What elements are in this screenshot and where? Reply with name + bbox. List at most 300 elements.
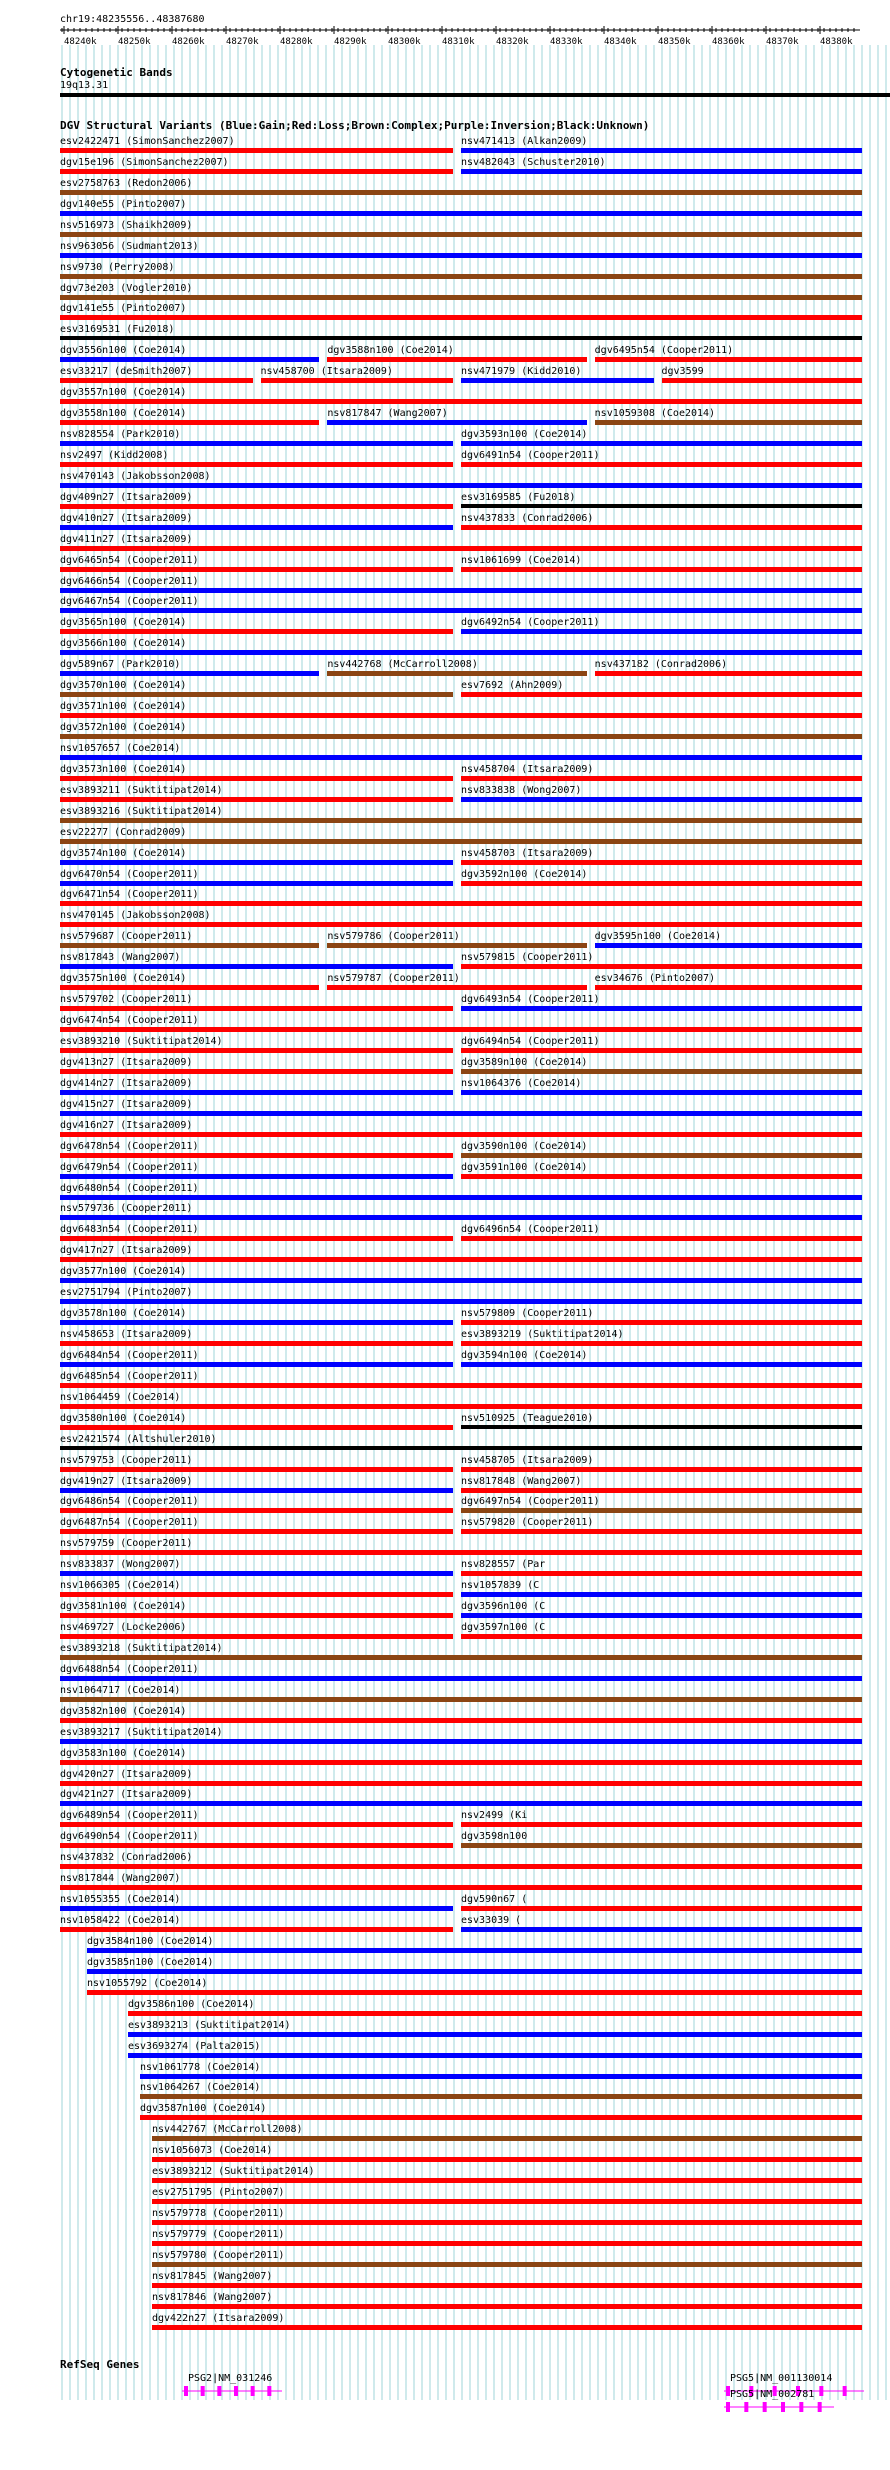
variant-bar[interactable]	[60, 1278, 862, 1283]
ruler-track	[0, 24, 890, 48]
variant-label: esv3693274 (Palta2015)	[128, 2040, 261, 2052]
variant-bar[interactable]	[60, 1613, 453, 1618]
variant-label: nsv833838 (Wong2007)	[461, 784, 582, 796]
ruler-tick-label: 48270k	[226, 37, 259, 47]
variant-label: nsv437182 (Conrad2006)	[594, 659, 728, 671]
variant-bar[interactable]	[60, 1320, 453, 1325]
ruler-tick-label: 48240k	[64, 37, 97, 47]
ruler-tick-label: 48260k	[172, 37, 205, 47]
variant-label: dgv6480n54 (Cooper2011)	[60, 1182, 199, 1194]
variant-bar[interactable]	[87, 1990, 862, 1995]
variant-bar[interactable]	[327, 943, 586, 948]
variant-bar[interactable]	[261, 378, 454, 383]
variant-bar[interactable]	[60, 420, 319, 425]
variant-bar[interactable]	[60, 1739, 862, 1744]
variant-label: dgv3575n100 (Coe2014)	[60, 973, 187, 985]
variant-bar[interactable]	[60, 399, 862, 404]
variant-bar[interactable]	[461, 776, 862, 781]
variant-bar[interactable]	[461, 1822, 862, 1827]
variant-label: esv3893211 (Suktitipat2014)	[60, 784, 223, 796]
variant-bar[interactable]	[60, 734, 862, 739]
variant-bar[interactable]	[60, 1655, 862, 1660]
variant-bar[interactable]	[461, 378, 654, 383]
ruler-tick-label: 48320k	[496, 37, 529, 47]
variant-label: dgv3584n100 (Coe2014)	[87, 1935, 214, 1947]
gene-exon	[763, 2402, 767, 2412]
variant-label: nsv579779 (Cooper2011)	[152, 2229, 285, 2240]
variant-bar[interactable]	[87, 1969, 862, 1974]
variant-bar[interactable]	[461, 1843, 862, 1848]
variant-bar[interactable]	[60, 797, 453, 802]
variant-bar[interactable]	[595, 943, 862, 948]
variant-label: dgv73e203 (Vogler2010)	[60, 282, 193, 294]
variant-label: nsv579787 (Cooper2011)	[327, 973, 460, 985]
ruler-tick-label: 48350k	[658, 37, 691, 47]
variant-label: dgv3595n100 (Coe2014)	[594, 931, 722, 943]
variant-bar[interactable]	[461, 441, 862, 446]
variant-bar[interactable]	[140, 2094, 862, 2099]
variant-bar[interactable]	[60, 1467, 453, 1472]
variant-label: dgv6470n54 (Cooper2011)	[60, 868, 199, 880]
variant-bar[interactable]	[60, 818, 862, 823]
variant-bar[interactable]	[461, 1467, 862, 1472]
variant-bar[interactable]	[461, 1634, 862, 1639]
variant-bar[interactable]	[461, 692, 862, 697]
variant-bar[interactable]	[60, 1299, 862, 1304]
variant-bar[interactable]	[60, 1236, 453, 1241]
variant-bar[interactable]	[60, 357, 319, 362]
variant-bar[interactable]	[60, 713, 862, 718]
variant-bar[interactable]	[60, 525, 453, 530]
variant-bar[interactable]	[60, 881, 453, 886]
refseq-track-title: RefSeq Genes	[60, 2358, 140, 2371]
variant-label: dgv3577n100 (Coe2014)	[60, 1266, 187, 1278]
variant-bar[interactable]	[461, 1571, 862, 1576]
variant-bar[interactable]	[60, 1446, 862, 1450]
variant-label: dgv3588n100 (Coe2014)	[327, 345, 454, 357]
variant-label: nsv963056 (Sudmant2013)	[60, 240, 199, 252]
ruler-tick-label: 48280k	[280, 37, 313, 47]
variant-label: dgv589n67 (Park2010)	[60, 659, 181, 671]
variant-bar[interactable]	[60, 692, 453, 697]
variant-bar[interactable]	[461, 1153, 862, 1158]
variant-bar[interactable]	[60, 1781, 862, 1786]
variant-bar[interactable]	[461, 148, 862, 153]
variant-label: esv3893210 (Suktitipat2014)	[60, 1035, 223, 1047]
variant-bar[interactable]	[128, 2032, 862, 2037]
variant-label: esv34676 (Pinto2007)	[594, 973, 716, 985]
variant-label: dgv6465n54 (Cooper2011)	[60, 554, 199, 566]
variant-bar[interactable]	[60, 1027, 862, 1032]
variant-bar[interactable]	[60, 1090, 453, 1095]
variant-bar[interactable]	[461, 1069, 862, 1074]
variant-label: nsv1056073 (Coe2014)	[152, 2145, 273, 2157]
variant-label: dgv3556n100 (Coe2014)	[60, 345, 187, 357]
variant-bar[interactable]	[60, 1822, 453, 1827]
variant-bar[interactable]	[60, 441, 453, 446]
cytoband-bar[interactable]	[60, 93, 890, 97]
variant-label: dgv3593n100 (Coe2014)	[461, 429, 588, 441]
variant-bar[interactable]	[60, 232, 862, 237]
variant-bar[interactable]	[60, 274, 862, 279]
variant-bar[interactable]	[60, 190, 862, 195]
variant-bar[interactable]	[60, 169, 453, 174]
variant-bar[interactable]	[60, 1760, 862, 1765]
variant-label: dgv6492n54 (Cooper2011)	[461, 617, 600, 629]
variant-label: nsv579759 (Cooper2011)	[60, 1538, 193, 1550]
variant-bar[interactable]	[60, 608, 862, 613]
variant-label: dgv3587n100 (Coe2014)	[140, 2103, 267, 2115]
variant-bar[interactable]	[461, 1613, 862, 1618]
variant-label: nsv516973 (Shaikh2009)	[60, 219, 193, 231]
variant-label: nsv470143 (Jakobsson2008)	[60, 470, 211, 482]
variant-bar[interactable]	[461, 1236, 862, 1241]
variant-label: dgv6493n54 (Cooper2011)	[461, 994, 600, 1006]
variant-bar[interactable]	[327, 420, 586, 425]
variant-label: dgv3597n100 (C	[461, 1622, 546, 1634]
gene-exon	[217, 2386, 221, 2396]
variant-bar[interactable]	[60, 650, 862, 655]
variant-bar[interactable]	[461, 567, 862, 572]
variant-label: nsv579820 (Cooper2011)	[461, 1517, 594, 1529]
variant-bar[interactable]	[461, 860, 862, 865]
variant-bar[interactable]	[327, 671, 586, 676]
variant-bar[interactable]	[60, 148, 453, 153]
variant-bar[interactable]	[60, 1927, 453, 1932]
variant-bar[interactable]	[461, 504, 862, 508]
gene-model[interactable]	[724, 2401, 834, 2413]
variant-bar[interactable]	[461, 1529, 862, 1534]
variant-label: esv2421574 (Altshuler2010)	[60, 1433, 217, 1445]
variant-label: nsv1058422 (Coe2014)	[60, 1915, 181, 1927]
variant-label: nsv579702 (Cooper2011)	[60, 994, 193, 1006]
variant-label: nsv828554 (Park2010)	[60, 429, 181, 441]
variant-bar[interactable]	[595, 420, 862, 425]
variant-bar[interactable]	[461, 1174, 862, 1179]
variant-label: esv2751794 (Pinto2007)	[60, 1287, 193, 1299]
variant-bar[interactable]	[461, 462, 862, 467]
variant-bar[interactable]	[60, 588, 862, 593]
variant-label: nsv579753 (Cooper2011)	[60, 1454, 193, 1466]
variant-bar[interactable]	[60, 378, 253, 383]
variant-bar[interactable]	[60, 1257, 862, 1262]
variant-bar[interactable]	[60, 504, 453, 509]
variant-bar[interactable]	[461, 1341, 862, 1346]
gene-exon	[201, 2386, 205, 2396]
variant-bar[interactable]	[60, 1529, 453, 1534]
variant-bar[interactable]	[60, 1697, 862, 1702]
variant-label: nsv1055355 (Coe2014)	[60, 1894, 181, 1906]
variant-label: nsv458653 (Itsara2009)	[60, 1329, 193, 1340]
variant-label: nsv1066305 (Coe2014)	[60, 1580, 181, 1592]
variant-label: nsv1057657 (Coe2014)	[60, 742, 181, 754]
cytoband-label: 19q13.31	[60, 80, 109, 91]
variant-label: dgv3592n100 (Coe2014)	[461, 868, 588, 880]
variant-bar[interactable]	[140, 2115, 862, 2120]
variant-bar[interactable]	[60, 1571, 453, 1576]
variant-bar[interactable]	[60, 1048, 453, 1053]
variant-bar[interactable]	[60, 1488, 453, 1493]
variant-label: dgv3589n100 (Coe2014)	[461, 1056, 588, 1068]
variant-label: dgv6467n54 (Cooper2011)	[60, 596, 199, 608]
variant-bar[interactable]	[461, 1006, 862, 1011]
variant-bar[interactable]	[60, 1174, 453, 1179]
variant-bar[interactable]	[152, 2325, 862, 2330]
variant-bar[interactable]	[60, 1069, 453, 1074]
variant-label: nsv437833 (Conrad2006)	[461, 512, 594, 524]
variant-bar[interactable]	[60, 336, 862, 340]
ruler-tick-label: 48300k	[388, 37, 421, 47]
variant-label: dgv6491n54 (Cooper2011)	[461, 449, 600, 461]
variant-bar[interactable]	[60, 1843, 453, 1848]
variant-label: nsv579778 (Cooper2011)	[152, 2208, 285, 2220]
variant-label: dgv422n27 (Itsara2009)	[152, 2312, 285, 2324]
variant-label: esv3169531 (Fu2018)	[60, 324, 175, 336]
variant-bar[interactable]	[60, 629, 453, 634]
variant-label: dgv411n27 (Itsara2009)	[60, 533, 193, 545]
variant-label: nsv470145 (Jakobsson2008)	[60, 910, 211, 922]
variant-label: dgv140e55 (Pinto2007)	[60, 198, 187, 210]
gene-exon	[726, 2402, 730, 2412]
variant-label: dgv3558n100 (Coe2014)	[60, 408, 187, 420]
variant-label: dgv6466n54 (Cooper2011)	[60, 575, 199, 587]
variant-bar[interactable]	[60, 462, 453, 467]
variant-label: dgv3590n100 (Coe2014)	[461, 1140, 588, 1152]
variant-bar[interactable]	[152, 2157, 862, 2162]
variant-bar[interactable]	[60, 860, 453, 865]
variant-label: dgv6478n54 (Cooper2011)	[60, 1140, 199, 1152]
variant-bar[interactable]	[60, 1362, 453, 1367]
variant-bar[interactable]	[461, 1906, 862, 1911]
variant-label: dgv417n27 (Itsara2009)	[60, 1245, 193, 1257]
variant-label: nsv817848 (Wang2007)	[461, 1475, 582, 1487]
variant-label: dgv409n27 (Itsara2009)	[60, 491, 193, 503]
variant-label: esv3893218 (Suktitipat2014)	[60, 1642, 223, 1654]
variant-bar[interactable]	[60, 1132, 862, 1137]
ruler-tick-label: 48370k	[766, 37, 799, 47]
variant-bar[interactable]	[461, 1927, 862, 1932]
variant-label: dgv3574n100 (Coe2014)	[60, 847, 187, 859]
variant-bar[interactable]	[140, 2074, 862, 2079]
gene-exon	[184, 2386, 188, 2396]
variant-bar[interactable]	[461, 525, 862, 530]
variant-bar[interactable]	[152, 2283, 862, 2288]
variant-label: nsv2499 (Ki	[461, 1810, 528, 1822]
ruler-tick-label: 48380k	[820, 37, 853, 47]
ruler-tick-label: 48340k	[604, 37, 637, 47]
variant-bar[interactable]	[60, 253, 862, 258]
variant-bar[interactable]	[461, 629, 862, 634]
variant-bar[interactable]	[60, 1383, 862, 1388]
variant-label: dgv3580n100 (Coe2014)	[60, 1412, 187, 1424]
variant-label: nsv817845 (Wang2007)	[152, 2270, 273, 2282]
gene-exon	[744, 2402, 748, 2412]
variant-bar[interactable]	[152, 2241, 862, 2246]
variant-bar[interactable]	[60, 1006, 453, 1011]
variant-label: esv3893213 (Suktitipat2014)	[128, 2019, 291, 2031]
position-label: chr19:48235556..48387680	[60, 14, 205, 25]
variant-bar[interactable]	[327, 985, 586, 990]
variant-bar[interactable]	[60, 315, 862, 320]
variant-label: dgv6495n54 (Cooper2011)	[594, 345, 734, 357]
variant-label: dgv15e196 (SimonSanchez2007)	[60, 156, 229, 168]
variant-label: dgv3598n100	[461, 1831, 528, 1843]
variant-label: esv33039 (	[461, 1915, 522, 1927]
variant-label: dgv420n27 (Itsara2009)	[60, 1768, 193, 1780]
variant-bar[interactable]	[60, 1676, 862, 1681]
variant-bar[interactable]	[327, 357, 586, 362]
variant-label: esv2422471 (SimonSanchez2007)	[60, 136, 235, 147]
variant-bar[interactable]	[595, 357, 862, 362]
variant-label: nsv482043 (Schuster2010)	[461, 156, 606, 168]
ruler-tick-label: 48360k	[712, 37, 745, 47]
variant-bar[interactable]	[60, 1718, 862, 1723]
variant-label: dgv6474n54 (Cooper2011)	[60, 1015, 199, 1027]
variant-label: dgv6484n54 (Cooper2011)	[60, 1349, 199, 1361]
variant-bar[interactable]	[60, 1111, 862, 1116]
dgv-track-title: DGV Structural Variants (Blue:Gain;Red:Loss;Brown:Complex;Purple:Inversion;Black:Unknown)	[60, 119, 650, 132]
gene-label: PSG2|NM_031246	[188, 2373, 273, 2384]
variant-label: nsv471979 (Kidd2010)	[461, 366, 582, 378]
variant-bar[interactable]	[60, 1508, 453, 1513]
variant-label: nsv1064376 (Coe2014)	[461, 1077, 582, 1089]
variant-bar[interactable]	[461, 169, 862, 174]
variant-label: dgv6485n54 (Cooper2011)	[60, 1370, 199, 1382]
variant-bar[interactable]	[87, 1948, 862, 1953]
gene-exon	[818, 2402, 822, 2412]
variant-label: dgv6489n54 (Cooper2011)	[60, 1810, 199, 1822]
variant-bar[interactable]	[595, 985, 862, 990]
variant-label: dgv419n27 (Itsara2009)	[60, 1475, 193, 1487]
gene-exon	[234, 2386, 238, 2396]
variant-label: dgv414n27 (Itsara2009)	[60, 1077, 193, 1089]
variant-bar[interactable]	[60, 776, 453, 781]
gene-label: PSG5|NM_001130014	[730, 2373, 833, 2384]
variant-bar[interactable]	[461, 1048, 862, 1053]
variant-bar[interactable]	[60, 1906, 453, 1911]
variant-bar[interactable]	[128, 2011, 862, 2016]
variant-bar[interactable]	[60, 483, 862, 488]
gene-label: PSG5|NM_002781	[730, 2389, 815, 2400]
variant-bar[interactable]	[461, 797, 862, 802]
variant-label: nsv579780 (Cooper2011)	[152, 2249, 285, 2261]
variant-bar[interactable]	[461, 1425, 862, 1429]
ruler-tick-label: 48250k	[118, 37, 151, 47]
variant-label: nsv458700 (Itsara2009)	[260, 366, 393, 378]
variant-bar[interactable]	[595, 671, 862, 676]
variant-label: esv22277 (Conrad2009)	[60, 826, 187, 838]
variant-label: nsv579786 (Cooper2011)	[327, 931, 460, 943]
variant-label: dgv415n27 (Itsara2009)	[60, 1098, 193, 1110]
variant-bar[interactable]	[60, 985, 319, 990]
variant-label: dgv3591n100 (Coe2014)	[461, 1161, 588, 1173]
variant-bar[interactable]	[461, 1488, 862, 1493]
variant-label: nsv817847 (Wang2007)	[327, 408, 448, 420]
variant-bar[interactable]	[60, 1864, 862, 1869]
variant-label: nsv1064717 (Coe2014)	[60, 1684, 181, 1696]
gene-exon	[799, 2402, 803, 2412]
variant-label: dgv6479n54 (Cooper2011)	[60, 1161, 199, 1173]
variant-label: dgv3566n100 (Coe2014)	[60, 638, 187, 650]
variant-bar[interactable]	[152, 2199, 862, 2204]
variant-bar[interactable]	[152, 2178, 862, 2183]
variant-bar[interactable]	[60, 1634, 453, 1639]
variant-bar[interactable]	[60, 671, 319, 676]
ruler-tick-label: 48290k	[334, 37, 367, 47]
variant-bar[interactable]	[60, 567, 453, 572]
variant-bar[interactable]	[60, 755, 862, 760]
variant-bar[interactable]	[60, 839, 862, 844]
variant-bar[interactable]	[662, 378, 863, 383]
variant-label: nsv817844 (Wang2007)	[60, 1873, 181, 1885]
variant-label: nsv1061778 (Coe2014)	[140, 2061, 261, 2073]
variant-label: nsv579687 (Cooper2011)	[60, 931, 193, 943]
variant-label: esv3893217 (Suktitipat2014)	[60, 1726, 223, 1738]
variant-label: nsv471413 (Alkan2009)	[461, 136, 588, 147]
variant-label: dgv3578n100 (Coe2014)	[60, 1308, 187, 1320]
variant-bar[interactable]	[152, 2220, 862, 2225]
cytoband-title: Cytogenetic Bands	[60, 66, 173, 79]
variant-label: nsv458705 (Itsara2009)	[461, 1454, 594, 1466]
variant-bar[interactable]	[60, 1341, 453, 1346]
variant-bar[interactable]	[60, 943, 319, 948]
variant-bar[interactable]	[60, 1215, 862, 1220]
variant-bar[interactable]	[152, 2262, 862, 2267]
variant-bar[interactable]	[60, 1425, 453, 1430]
gene-model[interactable]	[182, 2385, 282, 2397]
variant-label: esv2758763 (Redon2006)	[60, 177, 193, 189]
variant-label: nsv828557 (Par	[461, 1559, 546, 1571]
variant-label: dgv410n27 (Itsara2009)	[60, 512, 193, 524]
variant-bar[interactable]	[461, 881, 862, 886]
variant-bar[interactable]	[60, 1592, 453, 1597]
variant-bar[interactable]	[60, 901, 862, 906]
variant-bar[interactable]	[60, 1404, 862, 1409]
variant-bar[interactable]	[60, 211, 862, 216]
variant-bar[interactable]	[128, 2053, 862, 2058]
variant-label: dgv6488n54 (Cooper2011)	[60, 1663, 199, 1675]
variant-bar[interactable]	[152, 2136, 862, 2141]
variant-bar[interactable]	[461, 964, 862, 969]
variant-label: dgv3599	[661, 366, 704, 378]
variant-bar[interactable]	[60, 1550, 862, 1555]
variant-bar[interactable]	[461, 1320, 862, 1325]
variant-label: nsv1059308 (Coe2014)	[594, 408, 716, 420]
variant-bar[interactable]	[60, 1801, 862, 1806]
variant-label: dgv6483n54 (Cooper2011)	[60, 1224, 199, 1236]
variant-label: esv3893219 (Suktitipat2014)	[461, 1329, 624, 1340]
variant-bar[interactable]	[461, 1508, 862, 1513]
variant-label: dgv3570n100 (Coe2014)	[60, 680, 187, 692]
gene-exon	[267, 2386, 271, 2396]
variant-bar[interactable]	[461, 1362, 862, 1367]
variant-label: nsv817843 (Wang2007)	[60, 952, 181, 964]
variant-bar[interactable]	[152, 2304, 862, 2309]
variant-bar[interactable]	[461, 1592, 862, 1597]
gene-exon	[843, 2386, 847, 2396]
variant-bar[interactable]	[461, 1090, 862, 1095]
variant-label: dgv421n27 (Itsara2009)	[60, 1789, 193, 1801]
variant-bar[interactable]	[60, 1195, 862, 1200]
variant-bar[interactable]	[60, 1885, 862, 1890]
variant-bar[interactable]	[60, 922, 862, 927]
variant-bar[interactable]	[60, 964, 453, 969]
variant-bar[interactable]	[60, 1153, 453, 1158]
variant-label: dgv3573n100 (Coe2014)	[60, 763, 187, 775]
variant-bar[interactable]	[60, 546, 862, 551]
variant-label: dgv6494n54 (Cooper2011)	[461, 1035, 600, 1047]
variant-bar[interactable]	[60, 295, 862, 300]
